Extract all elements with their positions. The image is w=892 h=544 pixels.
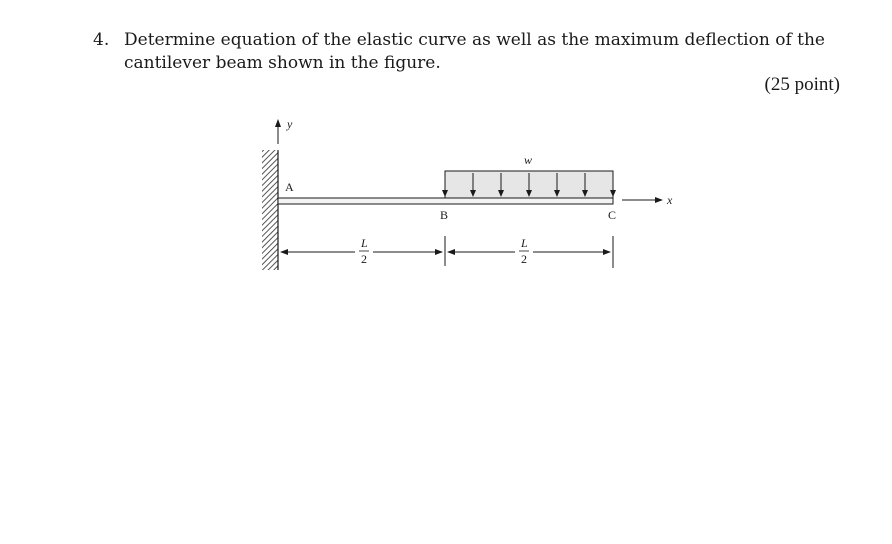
x-axis-label: x	[667, 193, 673, 207]
x-axis	[622, 193, 673, 207]
point-c-label: C	[608, 208, 617, 222]
span-ab-denominator: 2	[361, 252, 367, 266]
problem-points: (25 point)	[764, 74, 840, 95]
problem-number: 4.	[93, 30, 110, 50]
span-bc-dimension	[519, 236, 529, 266]
span-ab-dimension	[359, 236, 369, 266]
fixed-wall-support	[262, 150, 278, 270]
point-b-label: B	[440, 208, 449, 222]
problem-text-line-1: Determine equation of the elastic curve as well as the maximum deflection of the	[124, 30, 825, 50]
load-label: w	[524, 153, 533, 167]
y-axis-label: y	[287, 117, 293, 131]
point-a-label: A	[285, 180, 294, 194]
distributed-load	[442, 153, 616, 198]
beam	[278, 198, 613, 204]
span-ab-numerator: L	[361, 236, 368, 250]
problem-text-line-2: cantilever beam shown in the figure.	[124, 53, 441, 73]
span-bc-numerator: L	[521, 236, 528, 250]
y-axis	[278, 117, 293, 144]
span-bc-denominator: 2	[521, 252, 527, 266]
dimension-lines	[281, 236, 613, 268]
